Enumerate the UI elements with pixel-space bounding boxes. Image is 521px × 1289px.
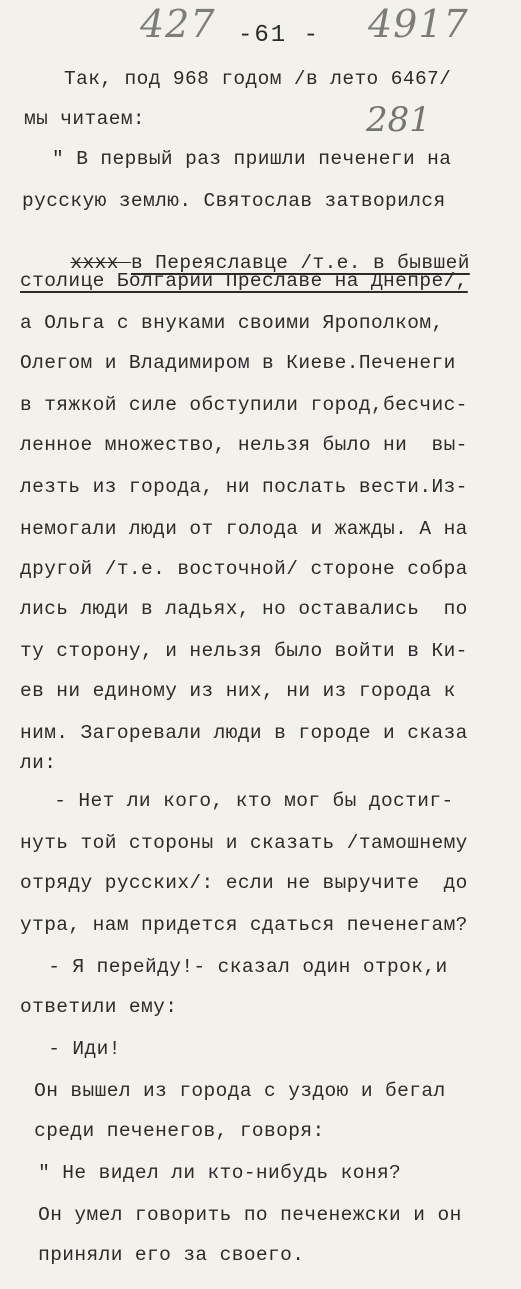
text-line: среди печенегов, говоря: (22, 1120, 325, 1142)
text-line: отряду русских/: если не выручите до (20, 872, 468, 894)
text-line: ли: (20, 752, 57, 774)
underlined-phrase: в Переяславце /т.е. в бывшей (130, 252, 470, 274)
text-line: русскую землю. Святослав затворился (22, 190, 446, 212)
struck-word: хххх (70, 252, 131, 274)
text-line: а Ольга с внуками своими Ярополком, (20, 312, 444, 334)
text-line: в тяжкой силе обступили город,бесчис- (20, 394, 468, 416)
typed-page-number: -61 - (238, 22, 321, 49)
text-line: немогали люди от голода и жажды. А на (20, 518, 468, 540)
text-line: Так, под 968 годом /в лето 6467/ (64, 68, 452, 90)
text-line: ответили ему: (20, 996, 178, 1018)
text-line: лезть из города, ни послать вести.Из- (20, 476, 468, 498)
text-line: Он умел говорить по печенежски и он (26, 1204, 462, 1226)
text-line: " В первый раз пришли печенеги на (52, 148, 452, 170)
text-line: мы читаем: (24, 108, 146, 130)
text-line: " Не видел ли кто-нибудь коня? (26, 1162, 402, 1184)
text-line: нуть той стороны и сказать /тамошнему (20, 832, 468, 854)
text-line: - Иди! (24, 1038, 121, 1060)
text-line: Он вышел из города с уздою и бегал (22, 1080, 446, 1102)
text-line: утра, нам придется сдаться печенегам? (20, 914, 468, 936)
handwritten-archive-number-right: 4917 (368, 2, 469, 46)
handwritten-archive-number-left: 427 (140, 2, 216, 46)
text-line: ту сторону, и нельзя было войти в Ки- (20, 640, 468, 662)
text-line: другой /т.е. восточной/ стороне собра (20, 558, 468, 580)
text-line: приняли его за своего. (26, 1244, 305, 1266)
text-line: - Я перейду!- сказал один отрок,и (24, 956, 448, 978)
handwritten-folio-number: 281 (366, 100, 431, 140)
text-line: лись люди в ладьях, но оставались по (20, 598, 468, 620)
text-line: - Нет ли кого, кто мог бы достиг- (30, 790, 454, 812)
text-line: столице Болгарии Преславе на Днепре/, (20, 270, 468, 292)
text-line: ленное множество, нельзя было ни вы- (20, 434, 468, 456)
text-line: Олегом и Владимиром в Киеве.Печенеги (20, 352, 456, 374)
text-line: ним. Загоревали люди в городе и сказа (20, 722, 468, 744)
text-line: ев ни единому из них, ни из города к (20, 680, 456, 702)
